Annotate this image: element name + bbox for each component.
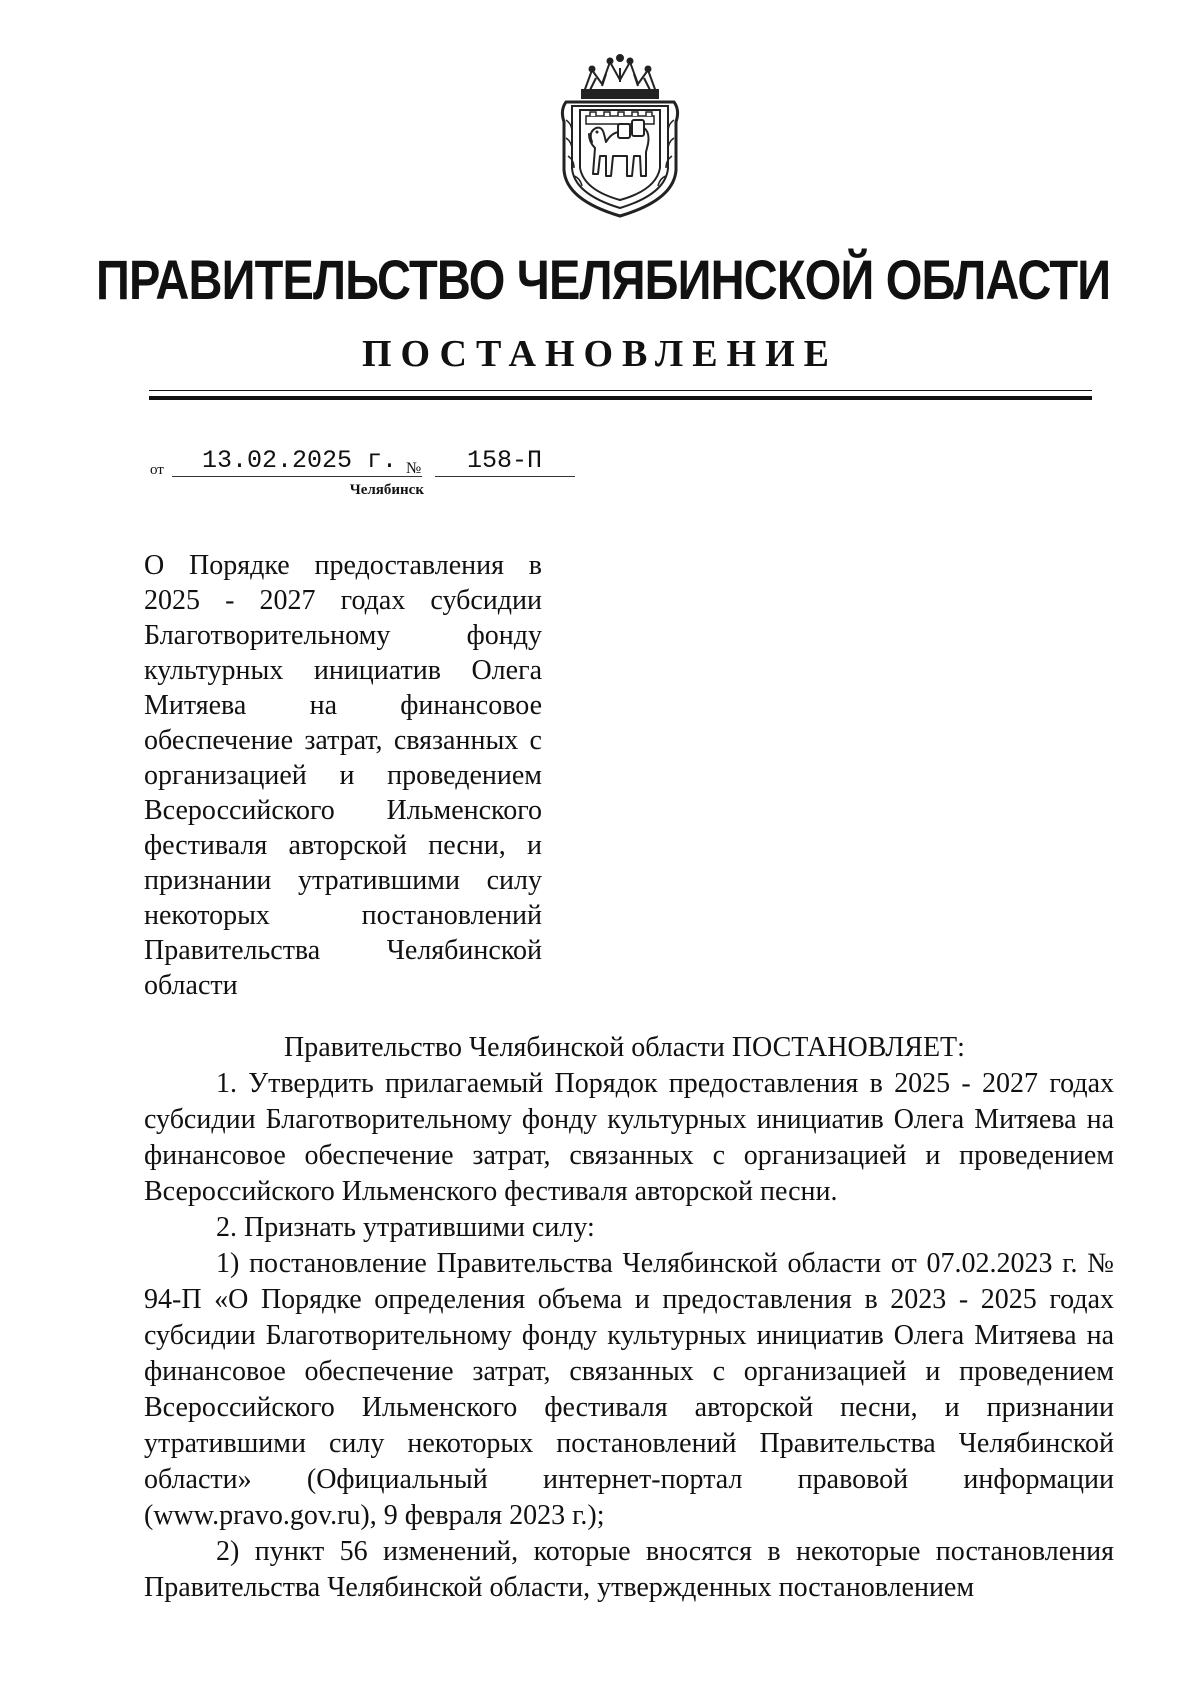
number-label: №	[406, 460, 422, 477]
document-date: 13.02.2025 г.	[202, 446, 398, 475]
header-divider-thick	[149, 396, 1092, 400]
date-field	[172, 444, 422, 477]
document-requisites	[150, 444, 590, 484]
paragraph-2-item-2: 2) пункт 56 изменений, которые вносятся в некоторые постановления Правительства Челябинской области, утвержденных постановлением	[144, 1536, 1114, 1603]
coat-of-arms-icon	[556, 50, 684, 220]
document-city: Челябинск	[349, 482, 424, 498]
paragraph-2-item-1: 1) постановление Правительства Челябинской области от 07.02.2023 г. № 94-П «О Порядке определения объема и предоставления в 2023 - 2025 годах субсидии Благотворительному фонду культурных инициатив Олега Митяева на финансовое обеспечение затрат, связанных с организацией и проведением Всероссийского Ильменского фестиваля авторской песни, и признании утратившими силу некоторых постановлений Правительства Челябинской области» (Официальный интернет-портал правовой информации (www.pravo.gov.ru), 9 февраля 2023 г.);	[144, 1248, 1114, 1531]
document-number: 158-П	[467, 446, 543, 475]
paragraph-2: 2. Признать утратившими силу:	[216, 1212, 595, 1243]
number-field	[435, 444, 575, 477]
document-type: ПОСТАНОВЛЕНИЕ	[361, 333, 839, 375]
document-subject: О Порядке предоставления в 2025 - 2027 годах субсидии Благотворительному фонду культурных инициатив Олега Митяева на финансовое обеспечение затрат, связанных с организацией и проведением Всероссийского Ильменского фестиваля авторской песни, и признании утратившими силу некоторых постановлений Правительства Челябинской области	[144, 550, 542, 1001]
resolution-intro: Правительство Челябинской области ПОСТАНОВЛЯЕТ:	[284, 1032, 965, 1063]
document-body	[144, 1030, 1114, 1606]
date-label: от	[150, 462, 164, 478]
paragraph-1: 1. Утвердить прилагаемый Порядок предоставления в 2025 - 2027 годах субсидии Благотворительному фонду культурных инициатив Олега Митяева на финансовое обеспечение затрат, связанных с организацией и проведением Всероссийского Ильменского фестиваля авторской песни.	[144, 1068, 1114, 1207]
government-name: ПРАВИТЕЛЬСТВО ЧЕЛЯБИНСКОЙ ОБЛАСТИ	[96, 248, 1111, 311]
header-divider-thin	[149, 390, 1092, 391]
